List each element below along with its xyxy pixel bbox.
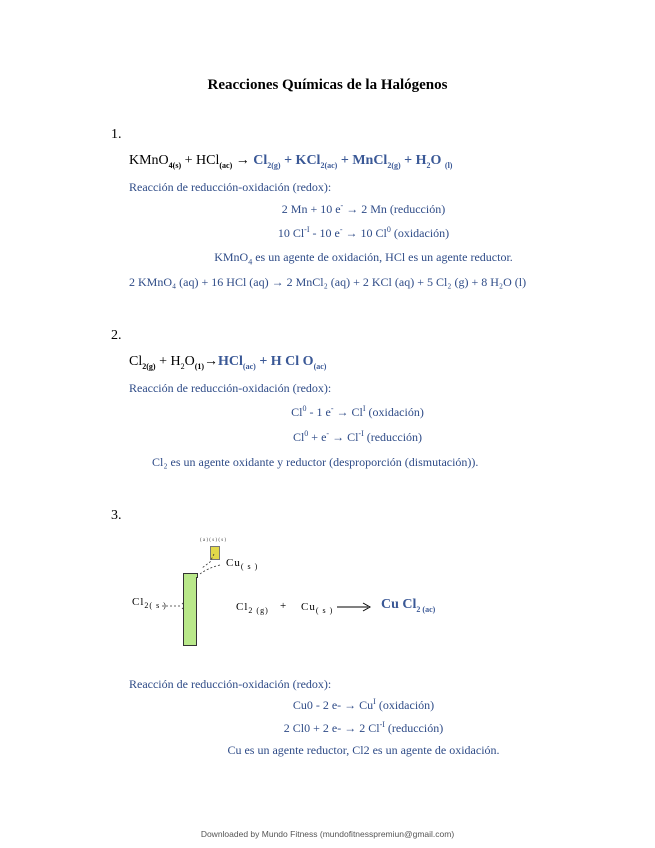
diagram-cl-mid: $Cl_{2 (g)}$ bbox=[236, 601, 269, 616]
agent-note-3: Cu es un agente reductor, Cl2 es un agente de oxidación. bbox=[227, 743, 500, 757]
page-title: Reacciones Químicas de la Halógenos bbox=[207, 77, 448, 93]
balanced-equation-1: 2 KMnO₄ (aq) + 16 HCl (aq) → 2 MnCl₂ (aq) + 2 KCl (aq) + 5 Cl₂ (g) + 8 H₂O (l) bbox=[129, 275, 527, 289]
section-1-number: 1. bbox=[111, 127, 122, 142]
diagram-cu-mid: $Cu_{( s )}$ bbox=[301, 601, 334, 616]
diagram-cu-label: $Cu_{( s )}$ bbox=[226, 557, 259, 572]
agent-note-1: KMnO$_4$ es un agente de oxidación, HCl es un agente reductor. bbox=[214, 250, 513, 267]
half-reaction-2a: Cl$^0$ - 1 $e^- \to Cl^I$ (oxidación) bbox=[291, 404, 424, 419]
agent-note-2: Cl₂ es un agente oxidante y reductor (desproporción (dismutación)). bbox=[152, 455, 479, 469]
section-2-number: 2. bbox=[111, 328, 122, 343]
section-3-number: 3. bbox=[111, 508, 122, 523]
download-footer: Downloaded by Mundo Fitness (mundofitnesspremiun@gmail.com) bbox=[200, 829, 455, 839]
dashed-arrow-cu bbox=[202, 554, 214, 568]
half-reaction-3a: Cu0 - 2 $e- \to Cu^I$ (oxidación) bbox=[292, 697, 435, 712]
half-reaction-2b: $Cl^0 + e^- \to Cl^{-I}$ (reducción) bbox=[292, 429, 423, 444]
half-reaction-1b: 10 $Cl^{-I} - 10$ e- → 10 Cl$^0$ (oxidación) bbox=[277, 225, 450, 240]
half-reaction-3b: 2 Cl0 + 2 e- → 2 $Cl^{-I}$ (reducción) bbox=[283, 720, 444, 735]
equation-1: KMnO$_{4(s)}$ + $HCl_{(ac)} \to Cl_{2(g)} + KCl_{2(ac)}$ + MnCl$_{2(g)}$ + $H_2O$ $_{(l)}$ bbox=[129, 153, 453, 170]
redox-label-3: Reacción de reducción-oxidación (redox): bbox=[129, 677, 332, 691]
diagram-cl-left: $Cl_{2( s )}$ bbox=[132, 596, 167, 611]
test-tube bbox=[183, 577, 197, 646]
equation-2: $Cl_{2(g)} + H_2O_{(1)}\to HCl_{(ac)} + H$ Cl $O_{(ac)}$ bbox=[129, 354, 327, 371]
diagram-product: Cu $Cl_{2 (ac)}$ bbox=[381, 597, 436, 614]
redox-label-1: Reacción de reducción-oxidación (redox): bbox=[129, 180, 332, 194]
diagram-plus: + bbox=[280, 600, 288, 612]
reaction-arrow bbox=[336, 601, 372, 613]
diagram-tiny-label: ( a ) ( s ) ( s ) bbox=[200, 538, 227, 543]
half-reaction-1a: 2 Mn + 10 e- → 2 Mn (reducción) bbox=[281, 201, 446, 216]
redox-label-2: Reacción de reducción-oxidación (redox): bbox=[129, 381, 332, 395]
